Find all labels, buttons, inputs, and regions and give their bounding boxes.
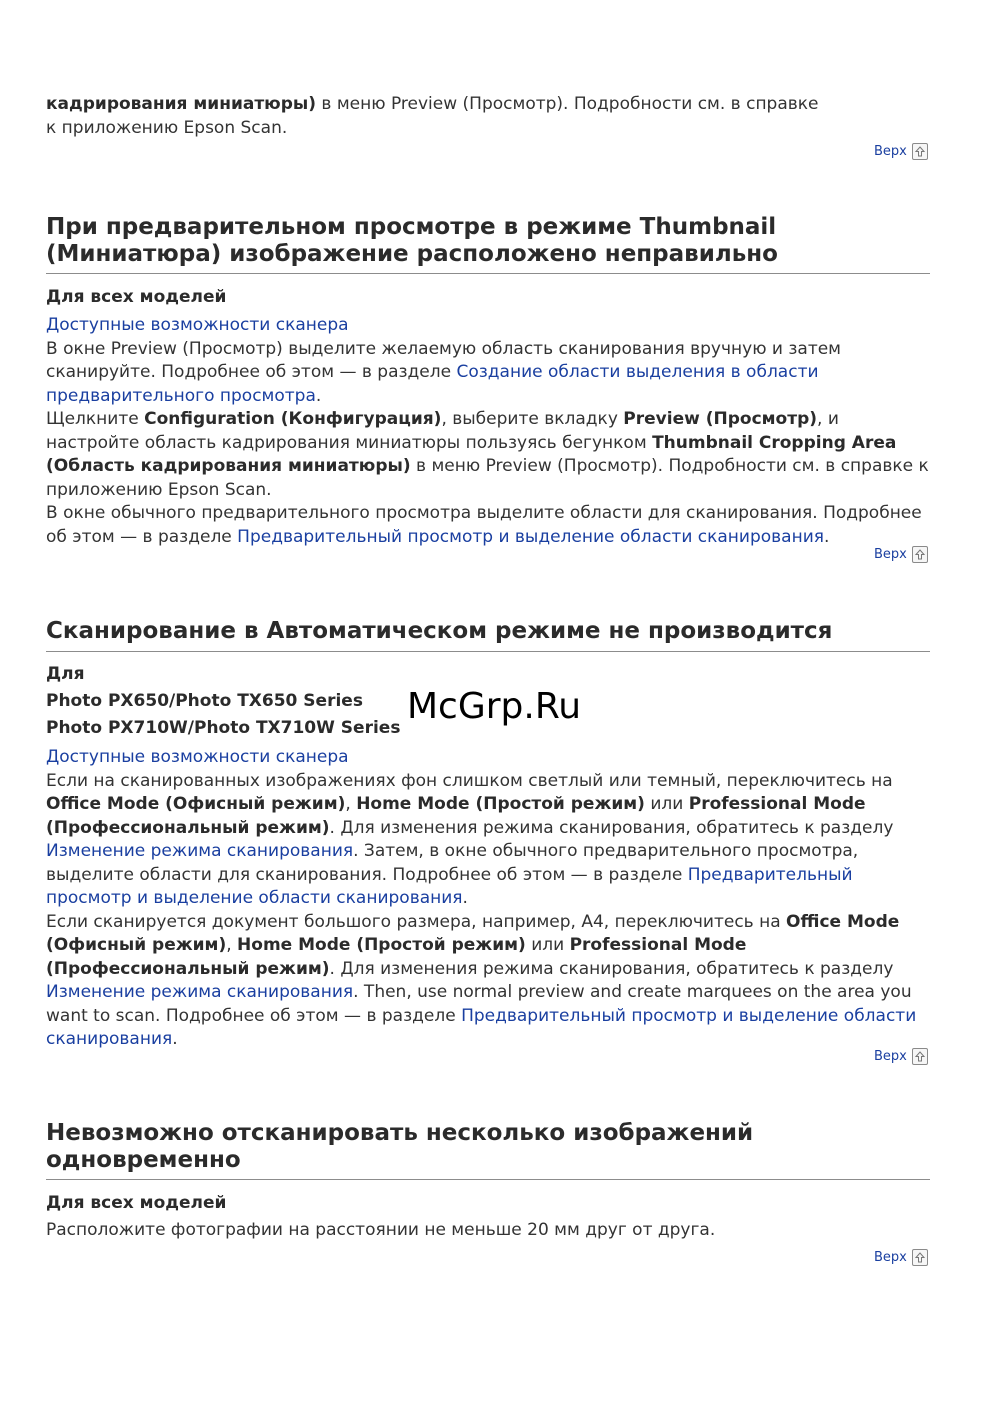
back-to-top-label: Верх — [874, 1049, 907, 1064]
section-subtitle: Для всех моделей — [46, 287, 227, 307]
section-title-multiple-images: Невозможно отсканировать несколько изображений одновременно — [46, 1120, 930, 1180]
link-preview-marquee[interactable]: Предварительный просмотр и выделение области сканирования — [237, 526, 824, 547]
bold-preview: Preview (Просмотр) — [623, 409, 818, 429]
back-to-top-label: Верх — [874, 1250, 907, 1265]
back-to-top-link[interactable] — [874, 546, 928, 563]
text: , — [345, 794, 357, 814]
text: в меню Preview (Просмотр). Подробности см. в справке к приложению Epson Scan. — [46, 456, 929, 500]
back-to-top-label: Верх — [874, 144, 907, 159]
text: . — [315, 385, 322, 406]
intro-bold: кадрирования миниатюры) — [46, 94, 317, 114]
section-title-thumbnail: При предварительном просмотре в режиме Thumbnail (Миниатюра) изображение расположено неправильно — [46, 214, 930, 274]
text: . Для изменения режима сканирования, обратитесь к разделу — [329, 958, 894, 979]
link-create-marquee[interactable]: Создание области выделения в области предварительного просмотра — [46, 362, 819, 406]
text: . Для изменения режима сканирования, обратитесь к разделу — [329, 817, 894, 838]
link-preview-marquee[interactable]: Предварительный просмотр и выделение области сканирования — [46, 1005, 917, 1049]
model-line: Photo PX710W/Photo TX710W Series — [46, 718, 401, 738]
text: . — [824, 526, 830, 547]
model-line: Photo PX650/Photo TX650 Series — [46, 691, 363, 711]
section-subtitle: Для — [46, 664, 85, 684]
section1-body — [46, 314, 936, 549]
arrow-up-icon — [912, 546, 928, 563]
bold-home-mode: Home Mode (Простой режим) — [237, 935, 526, 955]
section2-body — [46, 746, 936, 1052]
text: или — [525, 935, 570, 955]
back-to-top-label: Верх — [874, 547, 907, 562]
section3-body: Расположите фотографии на расстоянии не меньше 20 мм друг от друга. — [46, 1220, 716, 1240]
bold-thumbnail-cropping: Thumbnail Cropping Area (Область кадрирования миниатюры) — [46, 432, 897, 476]
text: , выберите вкладку — [441, 409, 624, 429]
text: , и настройте область кадрирования миниатюры пользуясь бегунком — [46, 409, 839, 453]
link-scanner-features[interactable]: Доступные возможности сканера — [46, 747, 349, 767]
text: Щелкните — [46, 409, 145, 429]
arrow-up-icon — [912, 143, 928, 160]
section-title-auto-mode: Сканирование в Автоматическом режиме не производится — [46, 618, 930, 652]
bold-office-mode: Office Mode (Офисный режим) — [46, 911, 900, 955]
bold-configuration: Configuration (Конфигурация) — [144, 409, 442, 429]
intro-paragraph — [46, 93, 936, 140]
link-change-mode[interactable]: Изменение режима сканирования — [46, 982, 354, 1002]
text: или — [644, 794, 689, 814]
section-subtitle: Для всех моделей — [46, 1193, 227, 1213]
back-to-top-link[interactable] — [874, 143, 928, 160]
text: . Затем, в окне обычного предварительного просмотра, выделите области для сканирования. Подробнее об этом — в разделе — [46, 841, 859, 885]
bold-professional-mode: Professional Mode (Профессиональный режим) — [46, 935, 747, 979]
text: В окне обычного предварительного просмотра выделите области для сканирования. Подробнее об этом — в разделе — [46, 503, 922, 547]
bold-office-mode: Office Mode (Офисный режим) — [46, 794, 346, 814]
back-to-top-link[interactable] — [874, 1048, 928, 1065]
back-to-top-link[interactable] — [874, 1249, 928, 1266]
intro-text-1: в меню Preview (Просмотр). Подробности см. в справке — [316, 94, 819, 114]
watermark: McGrp.Ru — [407, 686, 582, 727]
text: . Then, use normal preview and create marquees on the area you want to scan. Подробнее об этом — в разделе — [46, 982, 912, 1026]
text: Если сканируется документ большого размера, например, A4, переключитесь на — [46, 911, 787, 932]
text: Если на сканированных изображениях фон слишком светлый или темный, переключитесь на — [46, 770, 893, 791]
bold-home-mode: Home Mode (Простой режим) — [356, 794, 645, 814]
link-change-mode[interactable]: Изменение режима сканирования — [46, 841, 354, 861]
bold-professional-mode: Professional Mode (Профессиональный режим) — [46, 794, 866, 838]
link-scanner-features[interactable]: Доступные возможности сканера — [46, 315, 349, 335]
text: . — [172, 1029, 178, 1049]
arrow-up-icon — [912, 1249, 928, 1266]
text: . — [462, 888, 468, 908]
link-preview-marquee[interactable]: Предварительный просмотр и выделение области сканирования — [46, 864, 853, 908]
arrow-up-icon — [912, 1048, 928, 1065]
text: В окне Preview (Просмотр) выделите желаемую область сканирования вручную и затем сканируйте. Подробнее об этом — в разделе — [46, 338, 842, 382]
intro-text-2: к приложению Epson Scan. — [46, 117, 288, 138]
text: , — [226, 935, 238, 955]
